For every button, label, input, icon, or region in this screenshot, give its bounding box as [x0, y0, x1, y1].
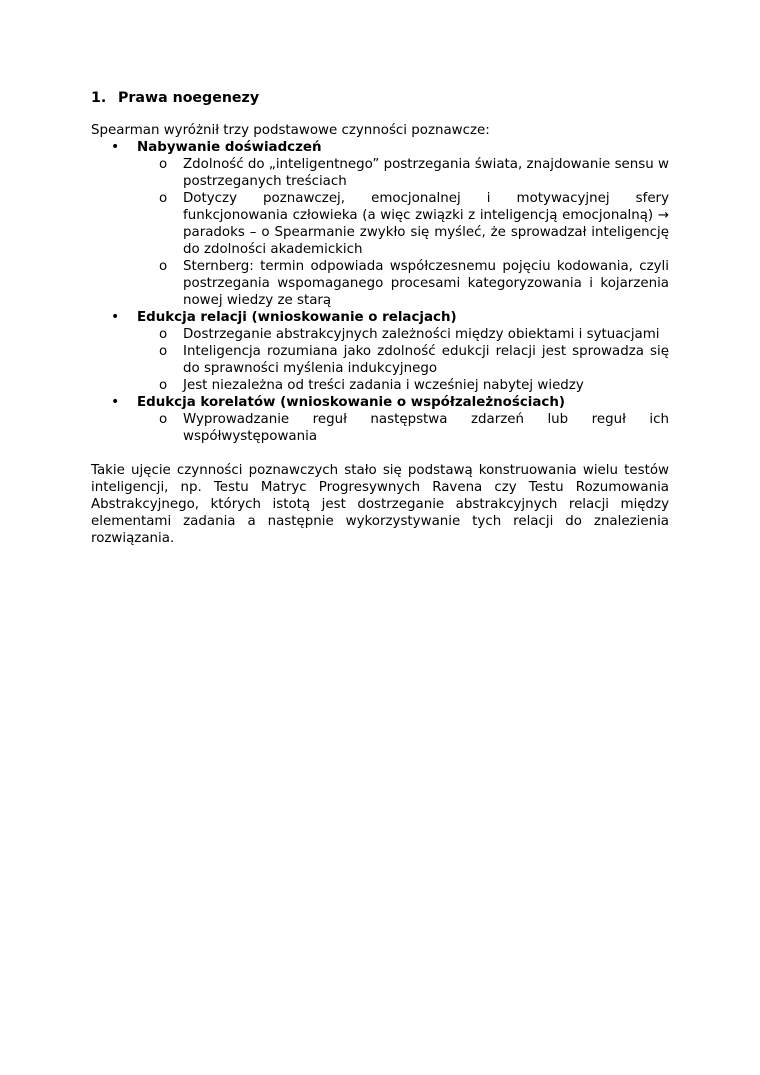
sub-item-text: Sternberg: termin odpowiada współczesnemu pojęciu kodowania, czyli postrzegania wspomaganego procesami kategoryzowania i kojarzenia nowej wiedzy ze starą [183, 259, 669, 308]
bullet-title: Nabywanie doświadczeń [137, 140, 322, 155]
sub-item [137, 190, 669, 258]
sub-item-text: Inteligencja rozumiana jako zdolność edukcji relacji jest sprowadza się do sprawności myślenia indukcyjnego [183, 344, 669, 376]
bullet-list [91, 139, 669, 445]
sub-item [137, 377, 669, 394]
bullet-title: Edukcja relacji (wnioskowanie o relacjach) [137, 310, 457, 325]
sub-marker: o [159, 157, 168, 172]
sub-item-text: Wyprowadzanie reguł następstwa zdarzeń lub reguł ich współwystępowania [183, 412, 669, 444]
sub-item [137, 156, 669, 190]
document-page [91, 88, 669, 547]
sub-marker: o [159, 191, 168, 206]
sub-item [137, 326, 669, 343]
sub-list [137, 411, 669, 445]
sub-item-text: Zdolność do „inteligentnego” postrzegania świata, znajdowanie sensu w postrzeganych treściach [183, 157, 669, 189]
section-number: 1. [91, 90, 107, 106]
bullet-item [91, 139, 669, 309]
sub-list [137, 156, 669, 309]
sub-item-text: Dostrzeganie abstrakcyjnych zależności między obiektami i sytuacjami [183, 327, 660, 342]
sub-item-text: Jest niezależna od treści zadania i wcześniej nabytej wiedzy [183, 378, 584, 393]
sub-item-text: Dotyczy poznawczej, emocjonalnej i motywacyjnej sfery funkcjonowania człowieka (a więc związki z inteligencją emocjonalną) → paradoks – o Spearmanie zwykło się myśleć, że sprowadzał inteligencję do zdolności akademickich [183, 191, 669, 257]
summary-paragraph: Takie ujęcie czynności poznawczych stało się podstawą konstruowania wielu testów inteligencji, np. Testu Matryc Progresywnych Ravena czy Testu Rozumowania Abstrakcyjnego, których istotą jest dostrzeganie abstrakcyjnych relacji między elementami zadania a następnie wykorzystywanie tych relacji do znalezienia rozwiązania. [91, 463, 669, 546]
bullet-marker: • [111, 309, 120, 325]
sub-marker: o [159, 378, 168, 393]
sub-list [137, 326, 669, 394]
bullet-marker: • [111, 139, 120, 155]
sub-item [137, 411, 669, 445]
bullet-title: Edukcja korelatów (wnioskowanie o współzależnościach) [137, 395, 565, 410]
bullet-item [91, 394, 669, 445]
sub-item [137, 258, 669, 309]
bullet-item [91, 309, 669, 394]
section-heading [91, 88, 669, 108]
section-title: Prawa noegenezy [118, 90, 260, 106]
sub-marker: o [159, 327, 168, 342]
intro-paragraph: Spearman wyróżnił trzy podstawowe czynności poznawcze: [91, 123, 490, 138]
bullet-marker: • [111, 394, 120, 410]
sub-marker: o [159, 344, 168, 359]
sub-marker: o [159, 259, 168, 274]
sub-item [137, 343, 669, 377]
sub-marker: o [159, 412, 168, 427]
